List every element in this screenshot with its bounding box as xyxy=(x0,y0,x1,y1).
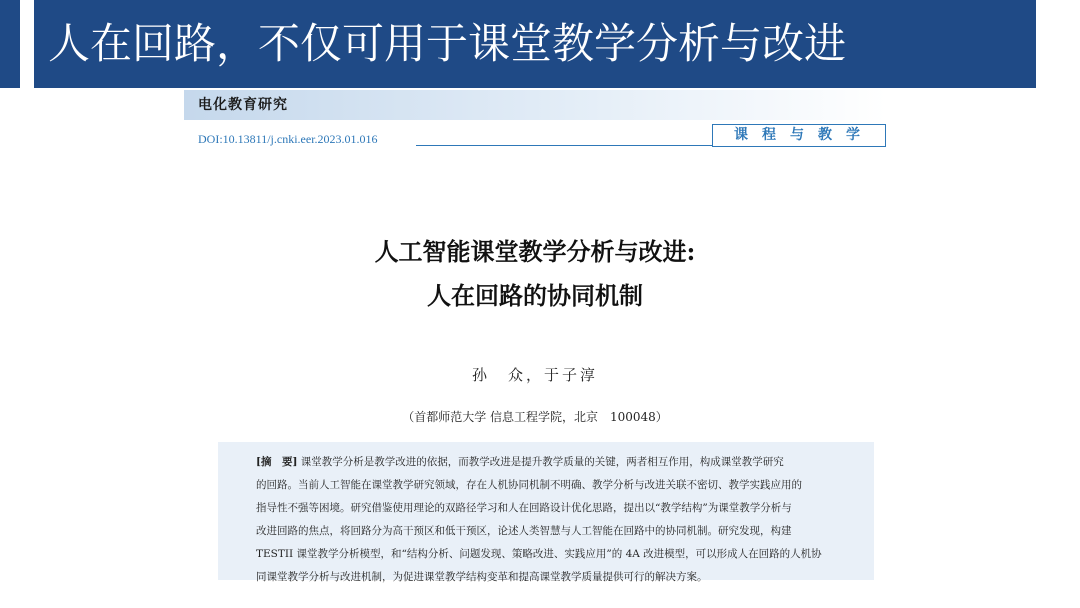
paper-title-line2: 人在回路的协同机制 xyxy=(427,281,643,310)
abstract-line xyxy=(256,451,860,474)
banner-left-accent xyxy=(0,0,20,88)
doi-text: DOI:10.13811/j.cnki.eer.2023.01.016 xyxy=(198,132,378,146)
abstract-box xyxy=(218,442,874,583)
paper-authors: 孙 众，于子淳 xyxy=(471,366,598,384)
abstract-line: TESTII 课堂教学分析模型，和“结构分析、问题发现、策略改进、实践应用”的 4A 改进模型，可以形成人在回路的人机协 xyxy=(256,548,822,560)
paper-page xyxy=(184,90,886,600)
column-label: 课程与教学 xyxy=(712,124,886,147)
abstract-line: 指导性不强等困境。研究借鉴使用理论的双路径学习和人在回路设计优化思路，提出以“教学结构”为课堂教学分析与 xyxy=(256,502,792,514)
abstract-text: 课堂教学分析是教学改进的依据，而教学改进是提升教学质量的关键，两者相互作用，构成课堂教学研究 xyxy=(300,456,784,468)
slide-title: 人在回路，不仅可用于课堂教学分析与改进 xyxy=(34,0,1036,88)
paper-title-line1: 人工智能课堂教学分析与改进: xyxy=(374,237,696,266)
abstract-label: [摘 要] xyxy=(256,456,298,468)
abstract-line: 改进回路的焦点，将回路分为高干预区和低干预区，论述人类智慧与人工智能在回路中的协同机制。研究发现，构建 xyxy=(256,525,792,537)
abstract-line: 的回路。当前人工智能在课堂教学研究领域，存在人机协同机制不明确、教学分析与改进关联不密切、教学实践应用的 xyxy=(256,479,802,491)
paper-affiliation: （首都师范大学 信息工程学院，北京 100048） xyxy=(402,410,668,424)
abstract-line: 同课堂教学分析与改进机制，为促进课堂教学结构变革和提高课堂教学质量提供可行的解决方案。 xyxy=(256,571,708,583)
doi-rule xyxy=(416,145,712,146)
journal-name: 电化教育研究 xyxy=(184,90,886,120)
